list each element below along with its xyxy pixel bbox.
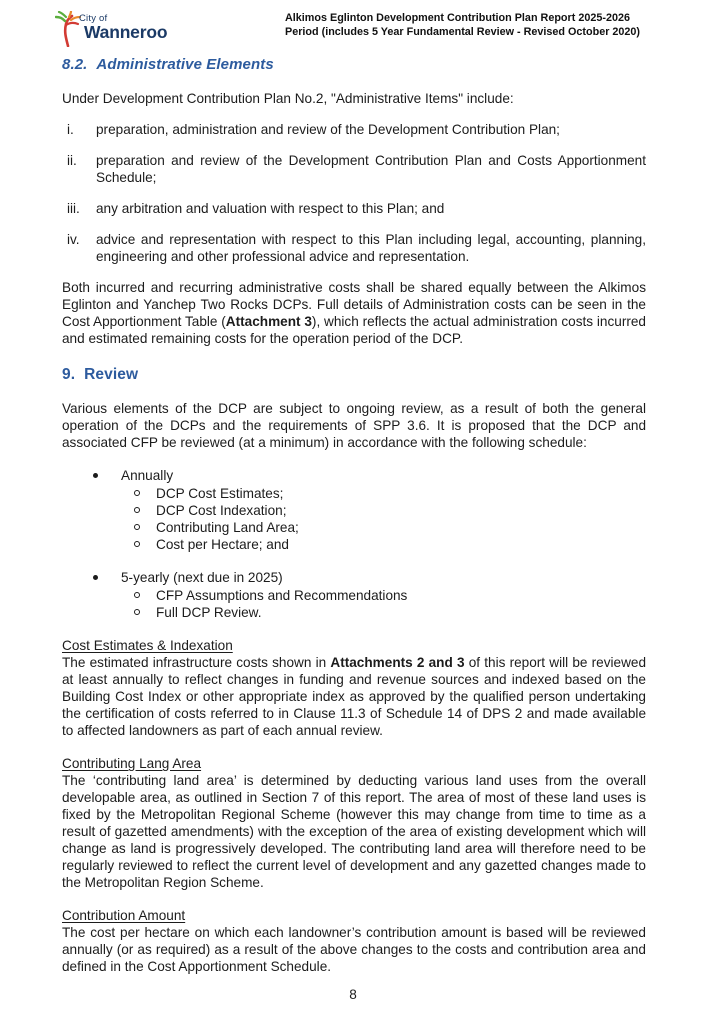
sub-bullet-label: Cost per Hectare; and bbox=[156, 537, 289, 552]
document-title-line1: Alkimos Eglinton Development Contribution Plan Report 2025-2026 bbox=[285, 12, 630, 24]
bullet-label: 5-yearly (next due in 2025) bbox=[121, 570, 283, 585]
intro-paragraph-8-2: Under Development Contribution Plan No.2, "Administrative Items" include: bbox=[62, 91, 514, 106]
bullet-circle-icon bbox=[134, 507, 140, 513]
section-number: 9. bbox=[62, 366, 76, 383]
bullet-label: Annually bbox=[121, 468, 174, 483]
document-title-line2: Period (includes 5 Year Fundamental Review - Revised October 2020) bbox=[285, 26, 641, 38]
subsection-contribution-amount bbox=[62, 907, 646, 975]
sub-bullet-item bbox=[62, 485, 646, 502]
sub-bullet-item bbox=[62, 587, 646, 604]
section-title: Review bbox=[84, 366, 139, 383]
bullet-disc-icon bbox=[93, 473, 98, 478]
intro-paragraph-9: Various elements of the DCP are subject to ongoing review, as a result of both the general operation of the DCPs and the requirements of SPP 3.6. It is proposed that the DCP and associated CFP be reviewed (at a minimum) in accordance with the following schedule: bbox=[62, 401, 646, 450]
subsection-paragraph bbox=[62, 654, 646, 739]
subsection-heading: Contribution Amount bbox=[62, 908, 186, 923]
attachment-reference: Attachments 2 and 3 bbox=[330, 655, 465, 670]
list-item-ii bbox=[62, 152, 646, 186]
logo-wanneroo-text: Wanneroo bbox=[84, 22, 168, 42]
bullet-item-annually bbox=[62, 467, 646, 484]
bullet-circle-icon bbox=[134, 490, 140, 496]
review-schedule-list bbox=[62, 569, 646, 621]
page-header bbox=[55, 10, 651, 52]
section-number: 8.2. bbox=[62, 56, 88, 73]
bullet-circle-icon bbox=[134, 609, 140, 615]
subsection-paragraph: The ‘contributing land area’ is determined by deducting various land uses from the overall developable area, as outlined in Section 7 of this report. The area of most of these land uses is fixed by the Metropolitan Regional Scheme (however this may change from time to time as a result of gazetted amendments) with the exception of the area of existing development which will change as land is progressively developed. The contributing land area will therefore need to be regularly reviewed to reflect the current level of development and any gazetted changes made to the Metropolitan Region Scheme. bbox=[62, 773, 646, 890]
list-item-iv bbox=[62, 231, 646, 265]
subsection-heading: Contributing Lang Area bbox=[62, 756, 202, 771]
sub-bullet-item bbox=[62, 519, 646, 536]
list-marker: iv. bbox=[67, 232, 80, 247]
subsection-cost-estimates bbox=[62, 637, 646, 739]
list-item-iii bbox=[62, 200, 646, 217]
subsection-heading: Cost Estimates & Indexation bbox=[62, 638, 233, 653]
sub-bullet-label: Contributing Land Area; bbox=[156, 520, 299, 535]
section-heading-8-2 bbox=[62, 56, 646, 73]
section-heading-9 bbox=[62, 366, 646, 383]
wanneroo-logo bbox=[55, 10, 205, 50]
sub-bullet-item bbox=[62, 604, 646, 621]
list-item-text: advice and representation with respect to this Plan including legal, accounting, planning, engineering and other professional advice and representation. bbox=[96, 232, 646, 264]
bullet-circle-icon bbox=[134, 524, 140, 530]
bullet-circle-icon bbox=[134, 592, 140, 598]
review-schedule-list bbox=[62, 467, 646, 553]
subsection-contributing-land-area bbox=[62, 755, 646, 891]
sub-bullet-label: DCP Cost Indexation; bbox=[156, 503, 287, 518]
subsection-paragraph: The cost per hectare on which each landowner’s contribution amount is based will be reviewed annually (or as required) as a result of the above changes to the costs and contribution area and defined in the Cost Apportionment Schedule. bbox=[62, 925, 646, 974]
wanneroo-logo-icon bbox=[55, 11, 81, 47]
list-marker: iii. bbox=[67, 201, 80, 216]
bullet-circle-icon bbox=[134, 541, 140, 547]
section-title: Administrative Elements bbox=[96, 56, 274, 73]
list-marker: i. bbox=[67, 122, 74, 137]
closing-paragraph-8-2 bbox=[62, 279, 646, 347]
paragraph-text: The estimated infrastructure costs shown in bbox=[62, 655, 331, 670]
bullet-disc-icon bbox=[93, 575, 98, 580]
list-item-text: preparation, administration and review of the Development Contribution Plan; bbox=[96, 122, 560, 137]
sub-bullet-item bbox=[62, 502, 646, 519]
list-marker: ii. bbox=[67, 153, 77, 168]
sub-bullet-item bbox=[62, 536, 646, 553]
list-item-text: preparation and review of the Development Contribution Plan and Costs Apportionment Schedule; bbox=[96, 153, 646, 185]
sub-bullet-label: CFP Assumptions and Recommendations bbox=[156, 588, 408, 603]
sub-bullet-label: Full DCP Review. bbox=[156, 605, 262, 620]
paragraph-text: of this report will be reviewed at least annually to reflect changes in funding and revenue sources and indexed based on the Building Cost Index or other appropriate index as approved by the qualified person undertaking the certification of costs referred to in Clause 11.3 of Schedule 14 of DPS 2 and made available to affected landowners as part of each annual review. bbox=[62, 655, 647, 738]
bullet-item-5-yearly bbox=[62, 569, 646, 586]
document-title bbox=[285, 11, 640, 39]
list-item-text: any arbitration and valuation with respect to this Plan; and bbox=[96, 201, 445, 216]
list-item-i bbox=[62, 121, 646, 138]
sub-bullet-label: DCP Cost Estimates; bbox=[156, 486, 284, 501]
logo-city-of-text: City of bbox=[79, 13, 108, 24]
paragraph-text: Both incurred and recurring administrative costs shall be shared equally between the Alkimos Eglinton and Yanchep Two Rocks DCPs. Full details of Administration costs can be seen in the Cost Apportionment Table ( bbox=[62, 280, 646, 329]
document-body bbox=[62, 56, 646, 975]
page-number: 8 bbox=[349, 987, 357, 1002]
paragraph-text: ), which reflects the actual administration costs incurred and estimated remaining costs for the operation period of the DCP. bbox=[62, 314, 646, 346]
attachment-reference: Attachment 3 bbox=[225, 314, 312, 329]
